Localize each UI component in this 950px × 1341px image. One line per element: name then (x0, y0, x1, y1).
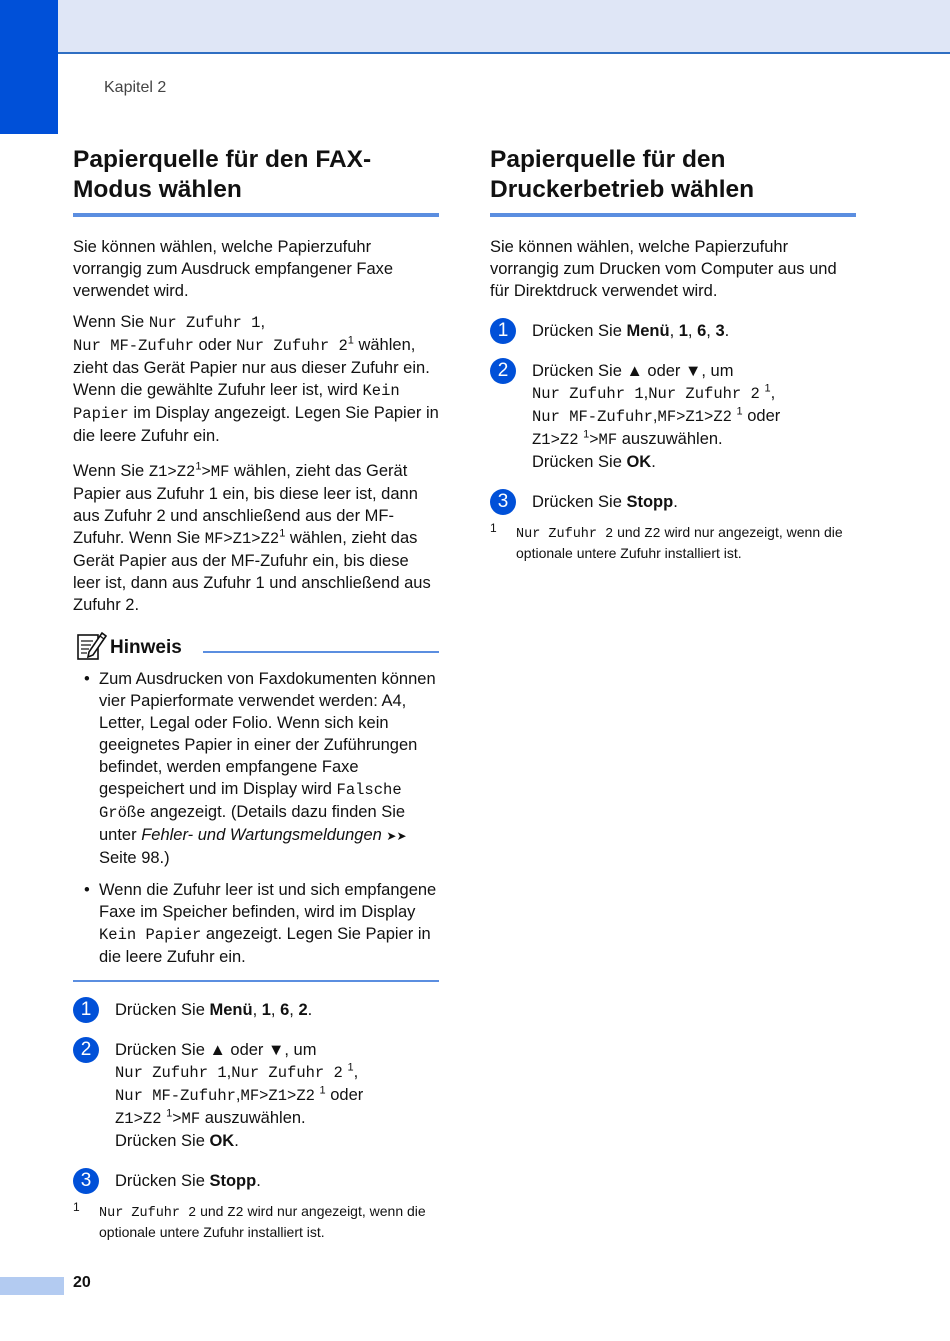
intro-paragraph-printer: Sie können wählen, welche Papierzufuhr vorrangig zum Drucken vom Computer aus und für Direktdruck verwendet wird. (490, 238, 837, 300)
chapter-tab (0, 0, 58, 134)
note-box (73, 630, 439, 982)
cross-reference-link[interactable]: Fehler- und Wartungsmeldungen (141, 826, 382, 844)
header-band (0, 0, 950, 54)
note-bullet-paper-formats: • Zum Ausdrucken von Faxdokumenten können vier Papierformate verwendet werden: A4, Letter, Legal oder Folio. Wenn sich kein geeignetes Papier in einer der Zuführungen befindet, werden empfangene Faxe gespeichert und im Display wird Falsche Größe angezeigt. (Details dazu finden Sie unter Fehler- und Wartungsmeldungen ➤➤ Seite 98.) (84, 670, 436, 867)
step-number-badge: 2 (490, 358, 516, 384)
page-number: 20 (73, 1274, 91, 1291)
footnote-printer: 1 Nur Zufuhr 2 und Z2 wird nur angezeigt, wenn die optionale untere Zufuhr installiert ist. (490, 521, 843, 561)
up-arrow-icon: ▲ (209, 1041, 226, 1059)
intro-paragraph-fax: Sie können wählen, welche Papierzufuhr vorrangig zum Ausdruck empfangener Faxe verwendet wird. (73, 238, 394, 300)
step-number-badge: 3 (490, 489, 516, 515)
note-bullet-tray-empty: • Wenn die Zufuhr leer ist und sich empfangene Faxe im Speicher befinden, wird im Display Kein Papier angezeigt. Legen Sie Papier in die leere Zufuhr ein. (84, 881, 437, 966)
step-3-fax: 3 Drücken Sie Stopp. (73, 1170, 439, 1192)
up-arrow-icon: ▲ (626, 362, 643, 380)
chapter-label: Kapitel 2 (104, 79, 167, 96)
step-2-fax: 2 Drücken Sie ▲ oder ▼, um Nur Zufuhr 1,Nur Zufuhr 2 $^1$, Nur MF-Zufuhr,MF>Z1>Z2 $^1$ oder Z1>Z2 $^1$>MF auszuwählen. Drücken Sie OK. (73, 1039, 439, 1152)
note-header (73, 630, 439, 664)
step-1-printer: 1 Drücken Sie Menü, 1, 6, 3. (490, 320, 856, 342)
double-arrow-icon: ➤➤ (386, 829, 407, 843)
left-column (73, 145, 439, 1241)
note-pencil-icon (75, 630, 107, 662)
bullet-dot-icon: • (84, 881, 90, 899)
paragraph-tray-sequence: Wenn Sie $Z1>Z2^1>MF$ wählen, zieht das Gerät Papier aus Zufuhr 1 ein, bis diese leer ist, dann aus Zufuhr 2 und anschließend aus der MF-Zufuhr. Wenn Sie $MF>Z1>Z2^1$ wählen, zieht das Gerät Papier aus der MF-Zufuhr ein, bis diese leer ist, dann aus Zufuhr 1 und anschließend aus Zufuhr 2. (73, 460, 431, 614)
step-1-fax: 1 Drücken Sie Menü, 1, 6, 2. (73, 999, 439, 1021)
footnote-fax: 1 Nur Zufuhr 2 und Z2 wird nur angezeigt, wenn die optionale untere Zufuhr installiert ist. (73, 1200, 426, 1240)
note-divider (203, 651, 439, 653)
note-end-divider (73, 980, 439, 982)
note-title: Hinweis (110, 637, 182, 658)
step-number-badge: 3 (73, 1168, 99, 1194)
step-2-printer: 2 Drücken Sie ▲ oder ▼, um Nur Zufuhr 1,Nur Zufuhr 2 $^1$, Nur MF-Zufuhr,MF>Z1>Z2 $^1$ oder Z1>Z2 $^1$>MF auszuwählen. Drücken Sie OK. (490, 360, 856, 473)
section-title-printer: Papierquelle für den Druckerbetrieb wählen (490, 145, 856, 217)
down-arrow-icon: ▼ (685, 362, 702, 380)
step-number-badge: 2 (73, 1037, 99, 1063)
paragraph-single-tray: Wenn Sie Nur Zufuhr 1, Nur MF-Zufuhr oder Nur Zufuhr $2^1$ wählen, zieht das Gerät Papier nur aus dieser Zufuhr ein. Wenn die gewählte Zufuhr leer ist, wird Kein Papier im Display angezeigt. Legen Sie Papier in die leere Zufuhr ein. (73, 313, 439, 445)
section-title-fax: Papierquelle für den FAX-Modus wählen (73, 145, 439, 217)
step-number-badge: 1 (73, 997, 99, 1023)
step-number-badge: 1 (490, 318, 516, 344)
step-3-printer: 3 Drücken Sie Stopp. (490, 491, 856, 513)
page-number-bar (0, 1277, 64, 1295)
bullet-dot-icon: • (84, 670, 90, 688)
right-column (490, 145, 856, 562)
down-arrow-icon: ▼ (268, 1041, 285, 1059)
